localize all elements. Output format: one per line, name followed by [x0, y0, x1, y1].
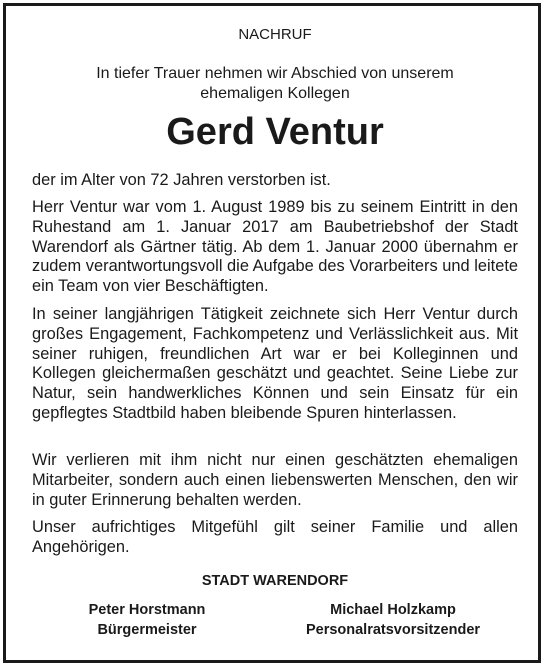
intro-line-1: In tiefer Trauer nehmen wir Abschied von unserem — [96, 65, 454, 82]
notice-heading: NACHRUF — [238, 26, 312, 43]
deceased-name: Gerd Ventur — [166, 111, 384, 153]
signatory-title: Personalratsvorsitzender — [305, 622, 481, 638]
paragraph-tribute: In seiner langjährigen Tätigkeit zeichnete sich Herr Ventur durch großes Engagement, Fachkompetenz und Verlässlichkeit aus. Mit seiner ruhigen, freundlichen Art war er bei Kolleginnen und Kollegen gleichermaßen geschätzt und geachtet. Seine Liebe zur Natur, sein handwerkliches Können und sein Einsatz für ein gepflegtes Stadtbild haben bleibende Spuren hinterlassen. — [32, 305, 518, 422]
signatory-name: Michael Holzkamp — [330, 602, 456, 618]
signatory-title: Bürgermeister — [97, 622, 197, 638]
paragraph-loss: Wir verlieren mit ihm nicht nur einen geschätzten ehemaligen Mitarbeiter, sondern auch einen liebenswerten Menschen, den wir in guter Erinnerung behalten werden. — [32, 451, 518, 509]
paragraph-age: der im Alter von 72 Jahren verstorben ist. — [32, 171, 331, 189]
paragraph-condolence: Unser aufrichtiges Mitgefühl gilt seiner Familie und allen Angehörigen. — [32, 518, 518, 556]
signatory-name: Peter Horstmann — [88, 602, 206, 618]
intro-line-2: ehemaligen Kollegen — [200, 85, 350, 102]
signatory-right — [268, 600, 518, 640]
organization-name: STADT WARENDORF — [201, 573, 349, 589]
paragraph-career: Herr Ventur war vom 1. August 1989 bis zu seinem Eintritt in den Ruhestand am 1. Januar 2017 am Baubetriebshof der Stadt Warendorf als Gärtner tätig. Ab dem 1. Januar 2000 übernahm er zudem verantwortungsvoll die Aufgabe des Vorarbeiters und leitete ein Team von vier Beschäftigten. — [32, 198, 518, 296]
signatory-left — [32, 600, 262, 640]
